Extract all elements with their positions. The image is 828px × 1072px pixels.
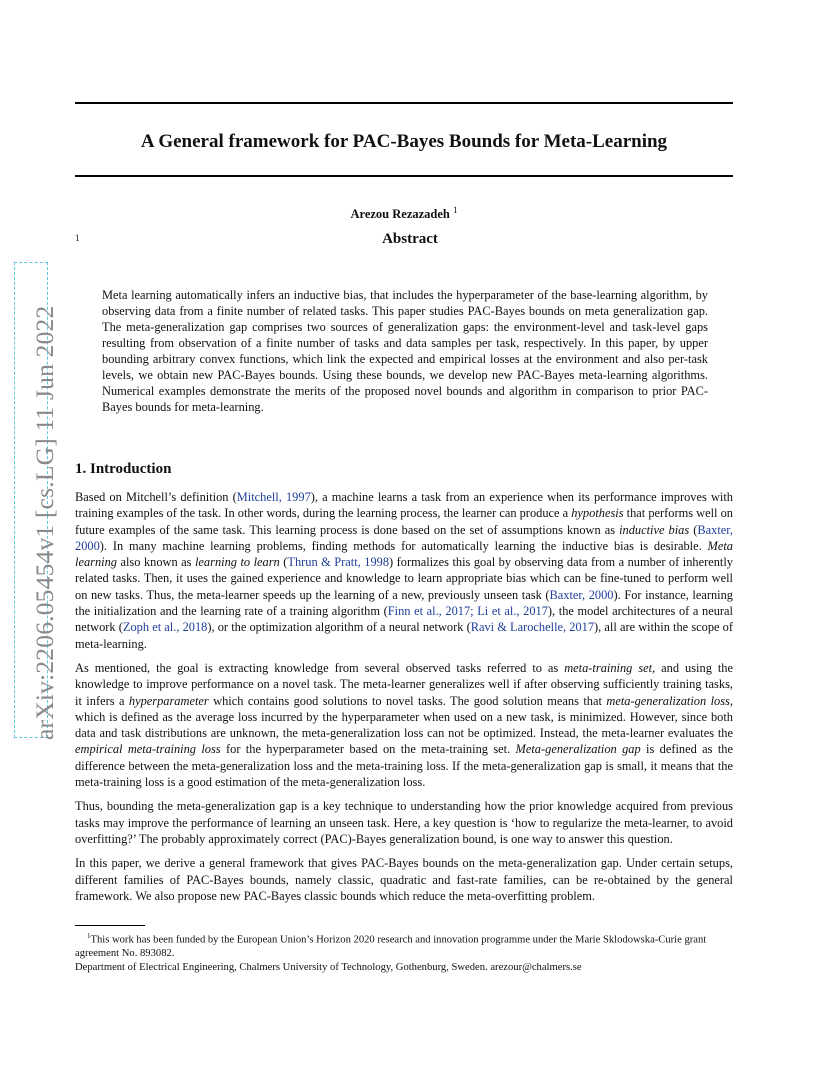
intro-paragraph-2 bbox=[75, 660, 733, 790]
text-run: for the hyperparameter based on the meta-training set. bbox=[220, 742, 516, 757]
footnote-funding-text: This work has been funded by the European Union’s Horizon 2020 research and innovation programme under the Marie Sklodowska-Curie grant agreement No. 893082. bbox=[75, 934, 707, 960]
introduction-body bbox=[75, 489, 733, 912]
footnote-affiliation: Department of Electrical Engineering, Chalmers University of Technology, Gothenburg, Sweden. arezour@chalmers.se bbox=[75, 961, 582, 973]
text-run: ), the model architectures of a neural network ( bbox=[75, 604, 733, 635]
emphasis: hyperparameter bbox=[128, 693, 209, 708]
footnotes bbox=[75, 930, 737, 974]
arxiv-identifier: arXiv:2206.05454v1 [cs.LG] 11 Jun 2022 bbox=[30, 305, 59, 740]
title-rule-top bbox=[75, 102, 733, 104]
text-run: ) formalizes this goal by observing data from a number of inherently related tasks. Then, it uses the gained experience and knowledge to learn appropriate bias which can be fine-tuned to perform well on new tasks. Thus, the meta-learner speeds up the learning of a new, previously unseen task ( bbox=[75, 555, 733, 602]
abstract-heading: Abstract bbox=[382, 231, 438, 247]
text-run: ( bbox=[279, 555, 288, 570]
text-run: ). For instance, learning the initialization and the learning rate of a training algorithm ( bbox=[75, 587, 734, 619]
text-run: ), all are within the scope of meta-learning. bbox=[75, 620, 734, 651]
paper-title: A General framework for PAC-Bayes Bounds for Meta-Learning bbox=[140, 131, 668, 152]
citation-link[interactable]: Ravi & Larochelle, 2017 bbox=[470, 620, 595, 635]
text-run: ( bbox=[689, 522, 698, 537]
section-heading-introduction: 1. Introduction bbox=[75, 461, 172, 477]
abstract-text: Meta learning automatically infers an inductive bias, that includes the hyperparameter of the base-learning algorithm, by observing data from a finite number of related tasks. This paper studies PAC-Bayes bounds on meta generalization gap. The meta-generalization gap comprises two sources of generalization gaps: the environment-level and task-level gaps resulting from observation of a finite number of tasks and data samples per task, respectively. In this paper, by upper bounding arbitrary convex functions, which link the expected and empirical losses at the environment and also per-task levels, we obtain new PAC-Bayes bounds. Using these bounds, we develop new PAC-Bayes meta-learning algorithms. Numerical examples demonstrate the merits of the proposed novel bounds and algorithm in comparison to prior PAC-Bayes bounds for meta-learning. bbox=[102, 288, 708, 414]
text-run: is defined as the difference between the meta-generalization loss and the meta-training loss. If the meta-generalization gap is small, it means that the meta-training loss is a good estimation of the meta-generalization loss. bbox=[75, 742, 733, 790]
emphasis: empirical meta-training loss bbox=[75, 742, 221, 757]
text-run: that performs well on future examples of the same task. This learning process is done based on the set of assumptions known as bbox=[75, 506, 733, 537]
footnote-mark: 1 bbox=[87, 932, 91, 940]
author-name: Arezou Rezazadeh bbox=[350, 207, 450, 222]
citation-link[interactable]: Baxter, 2000 bbox=[549, 587, 614, 602]
text-run: , which is defined as the average loss incurred by the hyperparameter when used on a new task, is minimized. However, since both data and task distributions are unknown, the meta-generalization loss can not be optimized. Instead, the meta-learner evaluates the bbox=[75, 693, 733, 741]
intro-paragraph-4: In this paper, we derive a general framework that gives PAC-Bayes bounds on the meta-generalization gap. Under certain setups, different families of PAC-Bayes bounds, namely classic, quadratic and fast-rate families, can be re-obtained by the general framework. We also propose new PAC-Bayes classic bounds which reduce the meta-overfitting problem. bbox=[75, 856, 733, 903]
text-run: ), a machine learns a task from an experience when its performance improves with training examples of the task. In other words, during the learning process, the learner can produce a bbox=[75, 490, 733, 521]
text-run: ), or the optimization algorithm of a neural network ( bbox=[207, 620, 471, 635]
text-run: which contains good solutions to novel tasks. The good solution means that bbox=[208, 693, 607, 708]
text-run: As mentioned, the goal is extracting knowledge from several observed tasks referred to as bbox=[75, 660, 565, 675]
citation-link[interactable]: Baxter, 2000 bbox=[75, 522, 733, 553]
footnote-rule bbox=[75, 925, 145, 926]
text-run: ). In many machine learning problems, finding methods for automatically learning the inductive bias is desirable. bbox=[99, 538, 708, 553]
intro-paragraph-1 bbox=[75, 489, 733, 652]
emphasis: Meta learning bbox=[75, 538, 733, 570]
emphasis: hypothesis bbox=[571, 506, 624, 521]
text-run: also known as bbox=[117, 555, 195, 570]
affiliation-mark: 1 bbox=[75, 233, 80, 243]
author-line bbox=[75, 205, 733, 222]
emphasis: meta-training set bbox=[564, 660, 653, 675]
emphasis: learning to learn bbox=[194, 555, 280, 570]
footnote-funding bbox=[75, 930, 737, 961]
citation-link[interactable]: Finn et al., 2017; Li et al., 2017 bbox=[387, 604, 548, 619]
citation-link[interactable]: Mitchell, 1997 bbox=[236, 490, 311, 504]
emphasis: inductive bias bbox=[619, 522, 690, 537]
text-run: , and using the knowledge to improve performance on a novel task. The meta-learner generalizes well if after observing sufficiently training tasks, it infers a bbox=[75, 660, 733, 708]
citation-link[interactable]: Thrun & Pratt, 1998 bbox=[287, 555, 390, 570]
emphasis: Meta-generalization gap bbox=[515, 742, 641, 757]
emphasis: meta-generalization loss bbox=[606, 693, 730, 708]
citation-link[interactable]: Zoph et al., 2018 bbox=[122, 620, 208, 635]
title-rule-bottom bbox=[75, 175, 733, 177]
author-footnote-mark: 1 bbox=[453, 205, 458, 215]
text-run: Based on Mitchell’s definition ( bbox=[75, 490, 237, 504]
intro-paragraph-3: Thus, bounding the meta-generalization gap is a key technique to understanding how the prior knowledge acquired from previous tasks may improve the performance of learning an unseen task. Here, a key question is ‘how to regularize the meta-learner, to avoid overfitting?’ The probably approximately correct (PAC)-Bayes generalization bound, is one way to answer this question. bbox=[75, 799, 733, 846]
